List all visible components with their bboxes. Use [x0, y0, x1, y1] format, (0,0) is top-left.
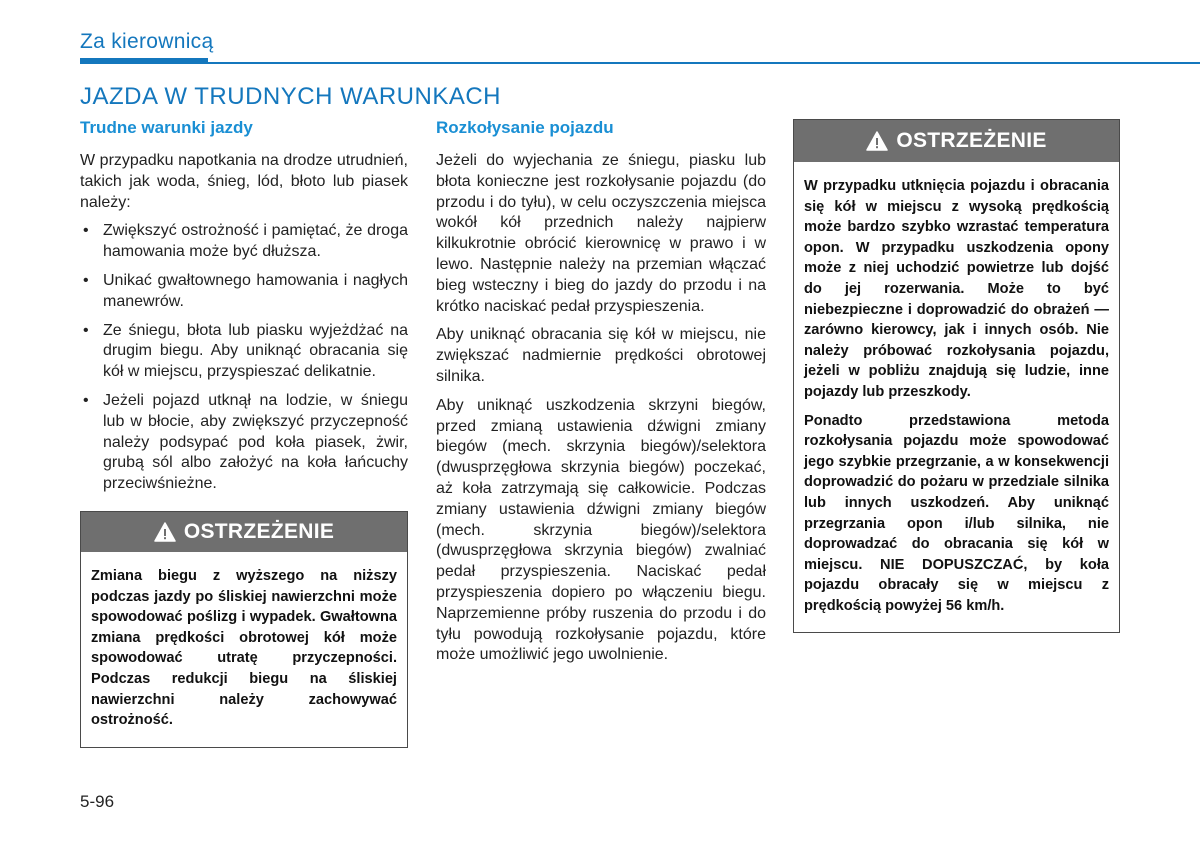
warning-triangle-icon: [154, 522, 176, 542]
page-number: 5-96: [80, 792, 115, 811]
page-title: JAZDA W TRUDNYCH WARUNKACH: [80, 83, 502, 110]
subheading-rocking-vehicle: Rozkołysanie pojazdu: [436, 118, 614, 137]
list-item-text: Jeżeli pojazd utknął na lodzie, w śniegu lub w błocie, aby zwiększyć przyczepność należy podsypać pod koła piasek, żwir, grubą sól albo założyć na koła łańcuchy przeciwśnieżne.: [103, 391, 408, 493]
warning-text: Zmiana biegu z wyższego na niższy podczas jazdy po śliskiej nawierzchni może spowodować poślizg i wypadek. Gwałtowna zmiana prędkości obrotowej kół może spowodować utratę przyczepności. Podczas redukcji biegu na śliskiej nawierzchni należy zachowywać ostrożność.: [91, 567, 397, 729]
warning-box: [793, 119, 1120, 633]
warning-header: [794, 120, 1119, 162]
warning-label: OSTRZEŻENIE: [183, 519, 335, 543]
list-item: [80, 221, 408, 263]
paragraph: Aby uniknąć uszkodzenia skrzyni biegów, przed zmianą ustawienia dźwigni zmiany biegów (mech. skrzynia biegów)/selektora (dwusprzęgłowa skrzynia biegów) poczekać, aż koła zatrzymają się całkowicie. Podczas zmiany ustawienia dźwigni zmiany biegów (mech. skrzynia biegów)/selektora (dwusprzęgłowa skrzynia biegów) zwalniać pedał przyspieszenia. Naciskać pedał przyspieszenia dopiero po włączeniu biegu. Naprzemienne próby ruszenia do przodu i do tyłu powodują rozkołysanie pojazdu, które może umożliwić jego uwolnienie.: [436, 396, 766, 664]
section-title: Za kierownicą: [80, 30, 214, 53]
bullet-icon: •: [83, 271, 89, 289]
warning-box: [80, 511, 408, 748]
paragraph: Jeżeli do wyjechania ze śniegu, piasku lub błota konieczne jest rozkołysanie pojazdu (do przodu i do tyłu), w celu oczyszczenia miejsca wokół kół przednich należy najpierw kilkukrotnie obrócić kierownicę w prawo i w lewo. Następnie należy na przemian włączać bieg wsteczny i bieg do jazdy do przodu i na krótko naciskać pedał przyspieszenia.: [436, 152, 766, 315]
column-right: [793, 119, 1120, 633]
list-item: [80, 271, 408, 313]
warning-text: W przypadku utknięcia pojazdu i obracania się kół w miejscu z wysoką prędkością może bardzo szybko wzrastać temperatura opon. W przypadku uszkodzenia opony może z niej uchodzić powietrze lub dojść do jej rozerwania. Może to być niebezpieczne i doprowadzić do obrażeń — zarówno kierowcy, jak i innych osób. Nie należy próbować rozkołysania pojazdu, jeżeli w pobliżu znajdują się ludzie, inne pojazdy lub przeszkody.: [804, 178, 1109, 400]
subheading-difficult-conditions: Trudne warunki jazdy: [80, 118, 253, 137]
intro-paragraph: W przypadku napotkania na drodze utrudnień, takich jak woda, śnieg, lód, błoto lub piasek należy:: [80, 152, 408, 211]
list-item: [80, 321, 408, 383]
bullet-icon: •: [83, 391, 89, 409]
section-rule: [80, 62, 1200, 64]
warning-label: OSTRZEŻENIE: [896, 129, 1047, 152]
bullet-list: [80, 221, 408, 495]
list-item: [80, 391, 408, 495]
warning-triangle-icon: [866, 131, 888, 151]
paragraph: Aby uniknąć obracania się kół w miejscu, nie zwiększać nadmiernie prędkości obrotowej silnika.: [436, 326, 766, 385]
list-item-text: Zwiększyć ostrożność i pamiętać, że droga hamowania może być dłuższa.: [103, 222, 408, 261]
warning-header: [81, 512, 407, 552]
bullet-icon: •: [83, 222, 89, 240]
column-middle: [436, 117, 766, 674]
warning-body: [794, 162, 1119, 632]
warning-text: Ponadto przedstawiona metoda rozkołysania pojazdu może spowodować jego szybkie przegrzanie, a w konsekwencji doprowadzić do pożaru w przedziale silnika lub innych uszkodzeń. Aby uniknąć przegrzania opon i/lub silnika, nie doprowadzać do obracania się kół w miejscu. NIE DOPUSZCZAĆ, by koła pojazdu obracały się w miejscu z prędkością powyżej 56 km/h.: [804, 412, 1109, 614]
column-left: [80, 117, 408, 748]
bullet-icon: •: [83, 321, 89, 339]
list-item-text: Unikać gwałtownego hamowania i nagłych manewrów.: [103, 271, 408, 310]
section-tab-marker: [80, 58, 208, 64]
warning-body: [81, 552, 407, 747]
list-item-text: Ze śniegu, błota lub piasku wyjeżdżać na drugim biegu. Aby uniknąć obracania się kół w miejscu, przyspieszać delikatnie.: [103, 321, 408, 381]
